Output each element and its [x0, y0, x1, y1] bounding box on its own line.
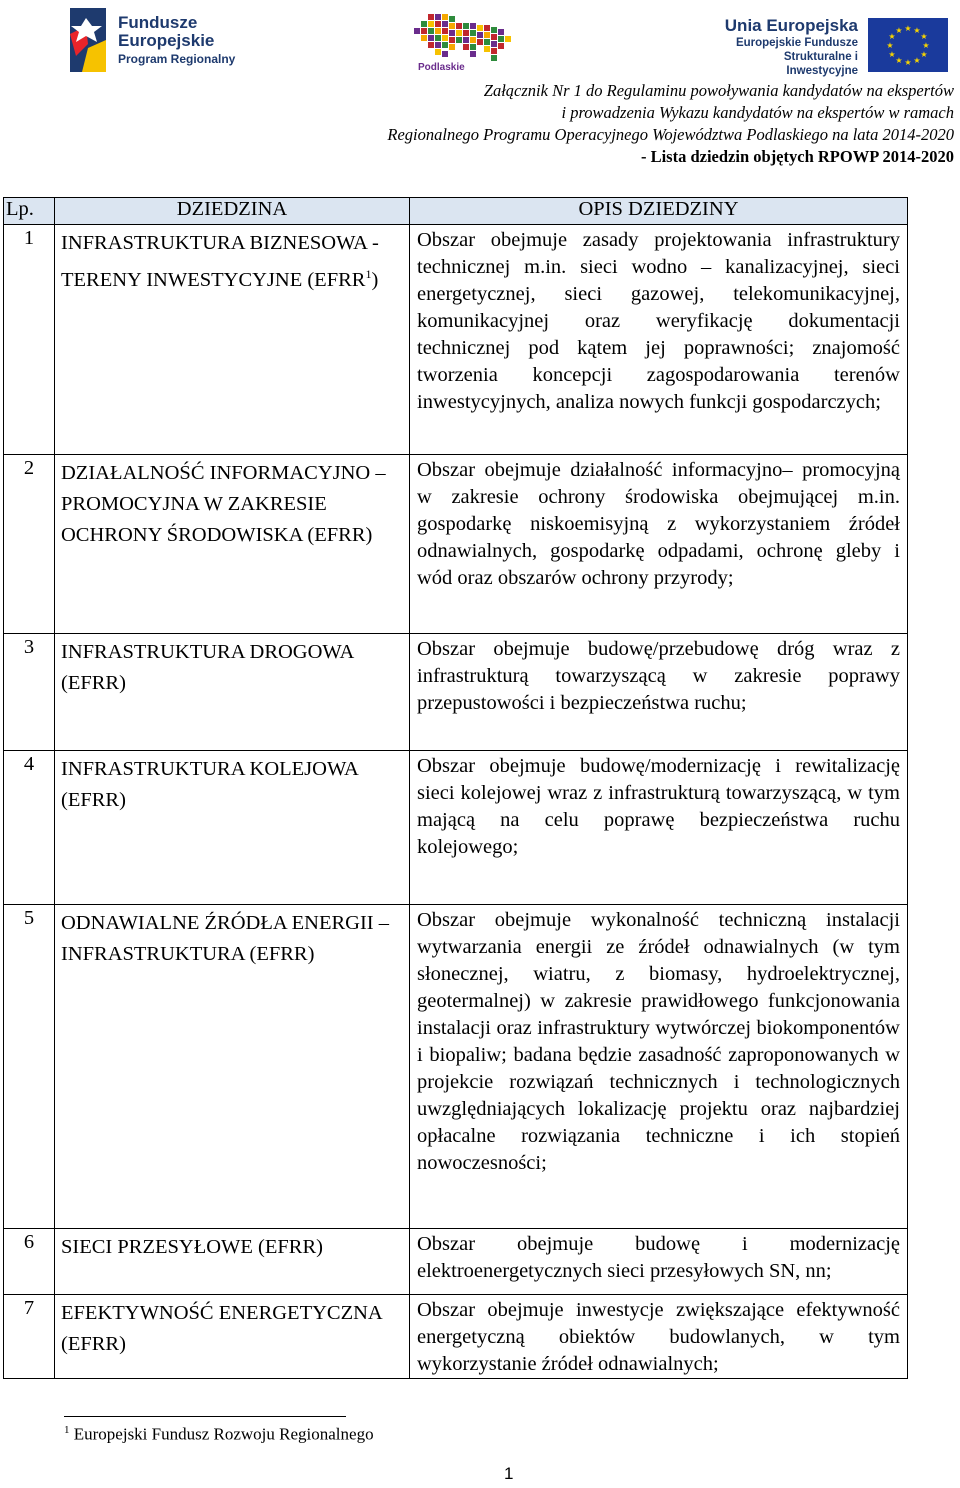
- row-number: 1: [4, 225, 55, 455]
- eu-logo-text: [718, 16, 858, 78]
- footnote: [64, 1424, 374, 1445]
- row-number: 4: [4, 751, 55, 905]
- eu-logo: [718, 16, 958, 76]
- fe-logo-text: [118, 14, 235, 68]
- table-row: [4, 225, 908, 455]
- document-header: [387, 80, 954, 168]
- bison-icon: [408, 14, 523, 64]
- row-number: 7: [4, 1295, 55, 1379]
- domains-table: [3, 197, 908, 1379]
- row-number: 6: [4, 1229, 55, 1295]
- header-line3: Regionalnego Programu Operacyjnego Województwa Podlaskiego na lata 2014-2020: [387, 125, 954, 144]
- row-number: 2: [4, 455, 55, 634]
- svg-text:★: ★: [922, 41, 930, 50]
- podlaskie-logo-text: Podlaskie: [418, 62, 465, 73]
- podlaskie-logo: [408, 14, 523, 80]
- row-description: Obszar obejmuje budowę/modernizację i rewitalizację sieci kolejowej wraz z infrastrukturą towarzyszącą, w tym mającą na celu poprawę bezpieczeństwa ruchu kolejowego;: [410, 751, 908, 905]
- svg-text:★: ★: [913, 26, 921, 35]
- fe-star-icon: [66, 4, 112, 76]
- table-row: [4, 1295, 908, 1379]
- table-row: [4, 455, 908, 634]
- row-domain-text: INFRASTRUKTURA BIZNESOWA - TERENY INWESTYCYJNE (EFRR: [61, 232, 379, 291]
- fundusze-europejskie-logo: [66, 4, 266, 80]
- row-description: Obszar obejmuje zasady projektowania infrastruktury technicznej m.in. sieci wodno – kanalizacyjnej, sieci energetycznej, sieci gazowej, telekomunikacyjnej, komunikacyjnej oraz weryfikację dokumentacji technicznej pod kątem jej poprawności; znajomość tworzenia koncepcji zagospodarowania terenów inwestycyjnych, analiza nowych funkcji gospodarczych;: [410, 225, 908, 455]
- footnote-ref: 1: [365, 267, 372, 281]
- row-number: 3: [4, 634, 55, 751]
- fe-line2: Europejskie: [118, 31, 215, 50]
- row-description: Obszar obejmuje inwestycje zwiększające efektywność energetyczną obiektów budowlanych, w tym wykorzystanie źródeł odnawialnych;: [410, 1295, 908, 1379]
- svg-text:★: ★: [904, 58, 912, 67]
- row-domain: INFRASTRUKTURA KOLEJOWA (EFRR): [55, 751, 410, 905]
- svg-text:★: ★: [888, 32, 896, 41]
- table-row: [4, 905, 908, 1229]
- row-domain: ODNAWIALNE ŹRÓDŁA ENERGII – INFRASTRUKTURA (EFRR): [55, 905, 410, 1229]
- row-domain: DZIAŁALNOŚĆ INFORMACYJNO – PROMOCYJNA W ZAKRESIE OCHRONY ŚRODOWISKA (EFRR): [55, 455, 410, 634]
- eu-title: Unia Europejska: [724, 16, 858, 35]
- header-line1: Załącznik Nr 1 do Regulaminu powoływania kandydatów na ekspertów: [483, 81, 954, 100]
- table-row: [4, 1229, 908, 1295]
- svg-text:★: ★: [904, 24, 912, 33]
- svg-text:★: ★: [920, 50, 928, 59]
- svg-text:★: ★: [895, 56, 903, 65]
- row-domain: EFEKTYWNOŚĆ ENERGETYCZNA (EFRR): [55, 1295, 410, 1379]
- row-domain: SIECI PRZESYŁOWE (EFRR): [55, 1229, 410, 1295]
- table-header-row: [4, 198, 908, 225]
- svg-text:★: ★: [920, 32, 928, 41]
- header-line2: i prowadzenia Wykazu kandydatów na ekspertów w ramach: [561, 103, 954, 122]
- svg-text:★: ★: [886, 41, 894, 50]
- table-row: [4, 751, 908, 905]
- row-description: Obszar obejmuje budowę/przebudowę dróg wraz z infrastrukturą towarzyszącą w zakresie poprawy przepustowości i bezpieczeństwa ruchu;: [410, 634, 908, 751]
- fe-line3: Program Regionalny: [118, 52, 236, 66]
- svg-text:★: ★: [913, 56, 921, 65]
- page-number: 1: [504, 1464, 514, 1483]
- header-line4: - Lista dziedzin objętych RPOWP 2014-2020: [640, 147, 954, 166]
- eu-sub1: Europejskie Fundusze: [735, 37, 858, 49]
- row-domain: INFRASTRUKTURA DROGOWA (EFRR): [55, 634, 410, 751]
- row-description: Obszar obejmuje budowę i modernizację elektroenergetycznych sieci przesyłowych SN, nn;: [410, 1229, 908, 1295]
- col-header-lp: Lp.: [4, 198, 55, 225]
- row-domain-tail: ): [371, 268, 379, 291]
- fe-line1: Fundusze: [118, 13, 198, 32]
- row-description: Obszar obejmuje wykonalność techniczną instalacji wytwarzania energii ze źródeł odnawialnych (w tym słonecznej, wiatru, z biomasy, hydroelektrycznej, geotermalnej) w zakresie prawidłowego funkcjonowania instalacji oraz infrastruktury wytwórczej biokomponentów i biopaliw; badana będzie zasadność zaproponowanych w projekcie rozwiązań technicznych i technologicznych uwzględniających lokalizację projektu oraz najbardziej opłacalne rozwiązania techniczne i ich stopień nowoczesności;: [410, 905, 908, 1229]
- svg-text:★: ★: [888, 50, 896, 59]
- col-header-domain: DZIEDZINA: [55, 198, 410, 225]
- col-header-description: OPIS DZIEDZINY: [410, 198, 908, 225]
- row-number: 5: [4, 905, 55, 1229]
- footnote-text: Europejski Fundusz Rozwoju Regionalnego: [73, 1424, 374, 1444]
- footnote-separator: [64, 1416, 346, 1417]
- row-description: Obszar obejmuje działalność informacyjno– promocyjną w zakresie ochrony środowiska obejmującej m.in. gospodarkę niskoemisyjną z wykorzystaniem źródeł odnawialnych, gospodarkę odpadami, ochronę gleby i wód oraz obszarów ochrony przyrody;: [410, 455, 908, 634]
- eu-flag-icon: [868, 18, 948, 72]
- svg-text:★: ★: [895, 26, 903, 35]
- row-domain: [55, 225, 410, 455]
- table-row: [4, 634, 908, 751]
- footnote-number: 1: [64, 1424, 70, 1436]
- eu-sub2: Strukturalne i Inwestycyjne: [783, 51, 858, 77]
